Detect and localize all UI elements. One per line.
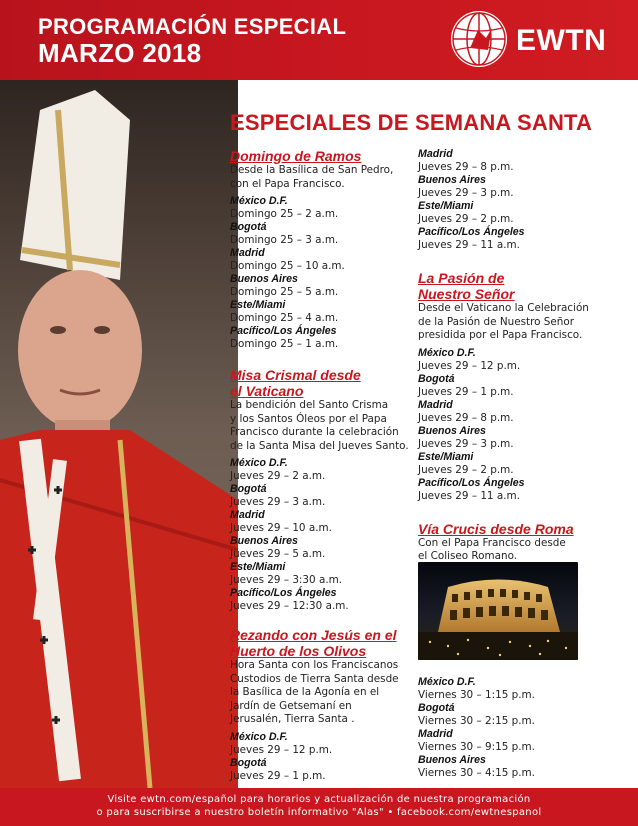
program-section bbox=[230, 367, 415, 613]
ewtn-logo-text: EWTN bbox=[516, 24, 607, 57]
schedule-time: Jueves 29 – 11 a.m. bbox=[418, 489, 520, 502]
pope-photo bbox=[0, 80, 238, 788]
header-title: PROGRAMACIÓN ESPECIAL bbox=[38, 14, 347, 39]
schedule-city: Pacífico/Los Ángeles bbox=[418, 226, 525, 238]
schedule-time: Jueves 29 – 12 p.m. bbox=[418, 359, 521, 372]
schedule-time: Jueves 29 – 3 p.m. bbox=[418, 187, 514, 199]
schedule-city: Buenos Aires bbox=[230, 535, 298, 547]
description-line: Francisco durante la celebración bbox=[230, 426, 399, 438]
description-line: Jerusalén, Tierra Santa . bbox=[230, 713, 355, 725]
program-title: Huerto de los Olivos bbox=[230, 643, 367, 659]
schedule-time: Domingo 25 – 3 a.m. bbox=[230, 234, 339, 246]
description-line: Desde el Vaticano la Celebración bbox=[418, 302, 589, 314]
description-line: Custodios de Tierra Santa desde bbox=[230, 672, 399, 685]
main-title: ESPECIALES DE SEMANA SANTA bbox=[230, 110, 593, 135]
schedule-city: México D.F. bbox=[230, 457, 288, 469]
program-title: Vía Crucis desde Roma bbox=[418, 520, 574, 537]
schedule-city: Bogotá bbox=[230, 483, 267, 495]
program-title: Rezando con Jesús en el bbox=[230, 627, 397, 643]
schedule-time: Jueves 29 – 12 p.m. bbox=[230, 743, 333, 756]
colosseum-photo bbox=[418, 562, 578, 660]
schedule-city: Bogotá bbox=[418, 701, 455, 714]
pope-illustration bbox=[0, 80, 238, 788]
description-line: con el Papa Francisco. bbox=[230, 177, 345, 190]
footer-banner bbox=[0, 788, 638, 826]
schedule-time: Jueves 29 – 3 a.m. bbox=[230, 496, 326, 508]
description-line: Jardín de Getsemaní en bbox=[230, 699, 352, 712]
footer-line-1: Visite ewtn.com/español para horarios y actualización de nuestra programación bbox=[107, 794, 531, 805]
header-date: MARZO 2018 bbox=[38, 38, 202, 68]
schedule-time: Jueves 29 – 5 a.m. bbox=[230, 548, 326, 560]
schedule-time: Jueves 29 – 1 p.m. bbox=[230, 769, 326, 782]
program-section bbox=[230, 627, 415, 783]
description-line: el Coliseo Romano. bbox=[418, 550, 518, 562]
footer-line-2: o para suscribirse a nuestro boletín informativo "Alas" • facebook.com/ewtnespanol bbox=[96, 807, 542, 818]
schedule-city: Madrid bbox=[418, 727, 453, 740]
schedule-time: Viernes 30 – 2:15 p.m. bbox=[418, 714, 535, 727]
schedule-time: Domingo 25 – 2 a.m. bbox=[230, 208, 339, 220]
schedule-city: Madrid bbox=[230, 509, 265, 521]
schedule-city: México D.F. bbox=[418, 675, 476, 688]
description-line: presidida por el Papa Francisco. bbox=[418, 329, 583, 341]
program-title: La Pasión de bbox=[418, 270, 505, 286]
schedule-time: Viernes 30 – 1:15 p.m. bbox=[418, 688, 535, 701]
program-description bbox=[230, 164, 415, 191]
right-schedule-column bbox=[418, 148, 598, 780]
schedule-city: Buenos Aires bbox=[230, 273, 298, 285]
schedule-time: Domingo 25 – 1 a.m. bbox=[230, 338, 339, 350]
program-section bbox=[418, 676, 598, 780]
schedule-time: Viernes 30 – 4:15 p.m. bbox=[418, 766, 535, 779]
description-line: Desde la Basílica de San Pedro, bbox=[230, 164, 394, 176]
left-schedule-column bbox=[230, 148, 415, 783]
schedule-city: Madrid bbox=[230, 247, 265, 259]
program-section bbox=[418, 270, 598, 503]
ewtn-globe-logo-icon bbox=[448, 8, 510, 70]
schedule-city: Este/Miami bbox=[230, 561, 286, 573]
program-title: el Vaticano bbox=[230, 383, 304, 399]
schedule-time: Domingo 25 – 10 a.m. bbox=[230, 260, 345, 272]
program-section bbox=[230, 148, 415, 351]
schedule-time: Domingo 25 – 5 a.m. bbox=[230, 286, 339, 298]
header-banner bbox=[0, 0, 638, 80]
program-section bbox=[418, 148, 598, 252]
schedule-city: Este/Miami bbox=[418, 200, 474, 212]
program-description bbox=[418, 302, 598, 343]
schedule-city: Madrid bbox=[418, 398, 453, 411]
program-title: Nuestro Señor bbox=[418, 286, 515, 302]
schedule-city: Este/Miami bbox=[418, 450, 474, 463]
schedule-city: Madrid bbox=[418, 148, 453, 160]
schedule-city: México D.F. bbox=[230, 195, 288, 207]
schedule-city: Bogotá bbox=[230, 221, 267, 233]
program-title: Domingo de Ramos bbox=[230, 148, 362, 164]
schedule-time: Jueves 29 – 2 p.m. bbox=[418, 463, 514, 476]
schedule-time: Jueves 29 – 3:30 a.m. bbox=[230, 574, 343, 586]
schedule-time: Jueves 29 – 1 p.m. bbox=[418, 385, 514, 398]
schedule-time: Jueves 29 – 10 a.m. bbox=[230, 522, 332, 534]
program-description bbox=[230, 659, 415, 727]
schedule-time: Jueves 29 – 3 p.m. bbox=[418, 437, 514, 450]
schedule-time: Jueves 29 – 12:30 a.m. bbox=[230, 600, 349, 612]
schedule-time: Jueves 29 – 2 p.m. bbox=[418, 213, 514, 225]
schedule-time: Jueves 29 – 8 p.m. bbox=[418, 161, 514, 173]
schedule-time: Domingo 25 – 4 a.m. bbox=[230, 312, 339, 324]
schedule-city: Buenos Aires bbox=[418, 424, 486, 437]
schedule-city: Buenos Aires bbox=[418, 174, 486, 186]
description-line: Con el Papa Francisco desde bbox=[418, 536, 566, 549]
program-description bbox=[418, 537, 598, 564]
schedule-city: Bogotá bbox=[418, 372, 455, 385]
schedule-city: Bogotá bbox=[230, 756, 267, 769]
schedule-city: México D.F. bbox=[230, 730, 288, 743]
description-line: La bendición del Santo Crisma bbox=[230, 399, 389, 411]
schedule-time: Jueves 29 – 8 p.m. bbox=[418, 411, 514, 424]
program-section bbox=[418, 521, 598, 564]
schedule-city: México D.F. bbox=[418, 346, 476, 359]
schedule-city: Pacífico/Los Ángeles bbox=[418, 476, 525, 489]
description-line: de la Santa Misa del Jueves Santo. bbox=[230, 439, 409, 452]
schedule-city: Pacífico/Los Ángeles bbox=[230, 587, 337, 599]
schedule-city: Pacífico/Los Ángeles bbox=[230, 325, 337, 337]
program-description bbox=[230, 399, 415, 453]
schedule-city: Este/Miami bbox=[230, 299, 286, 311]
schedule-time: Jueves 29 – 2 a.m. bbox=[230, 470, 326, 482]
description-line: y los Santos Óleos por el Papa bbox=[230, 412, 387, 425]
program-title: Misa Crismal desde bbox=[230, 367, 361, 383]
schedule-city: Buenos Aires bbox=[418, 753, 486, 766]
description-line: de la Pasión de Nuestro Señor bbox=[418, 315, 574, 328]
schedule-time: Jueves 29 – 11 a.m. bbox=[418, 239, 520, 251]
description-line: la Basílica de la Agonía en el bbox=[230, 686, 380, 698]
schedule-time: Viernes 30 – 9:15 p.m. bbox=[418, 740, 535, 753]
description-line: Hora Santa con los Franciscanos bbox=[230, 659, 399, 671]
